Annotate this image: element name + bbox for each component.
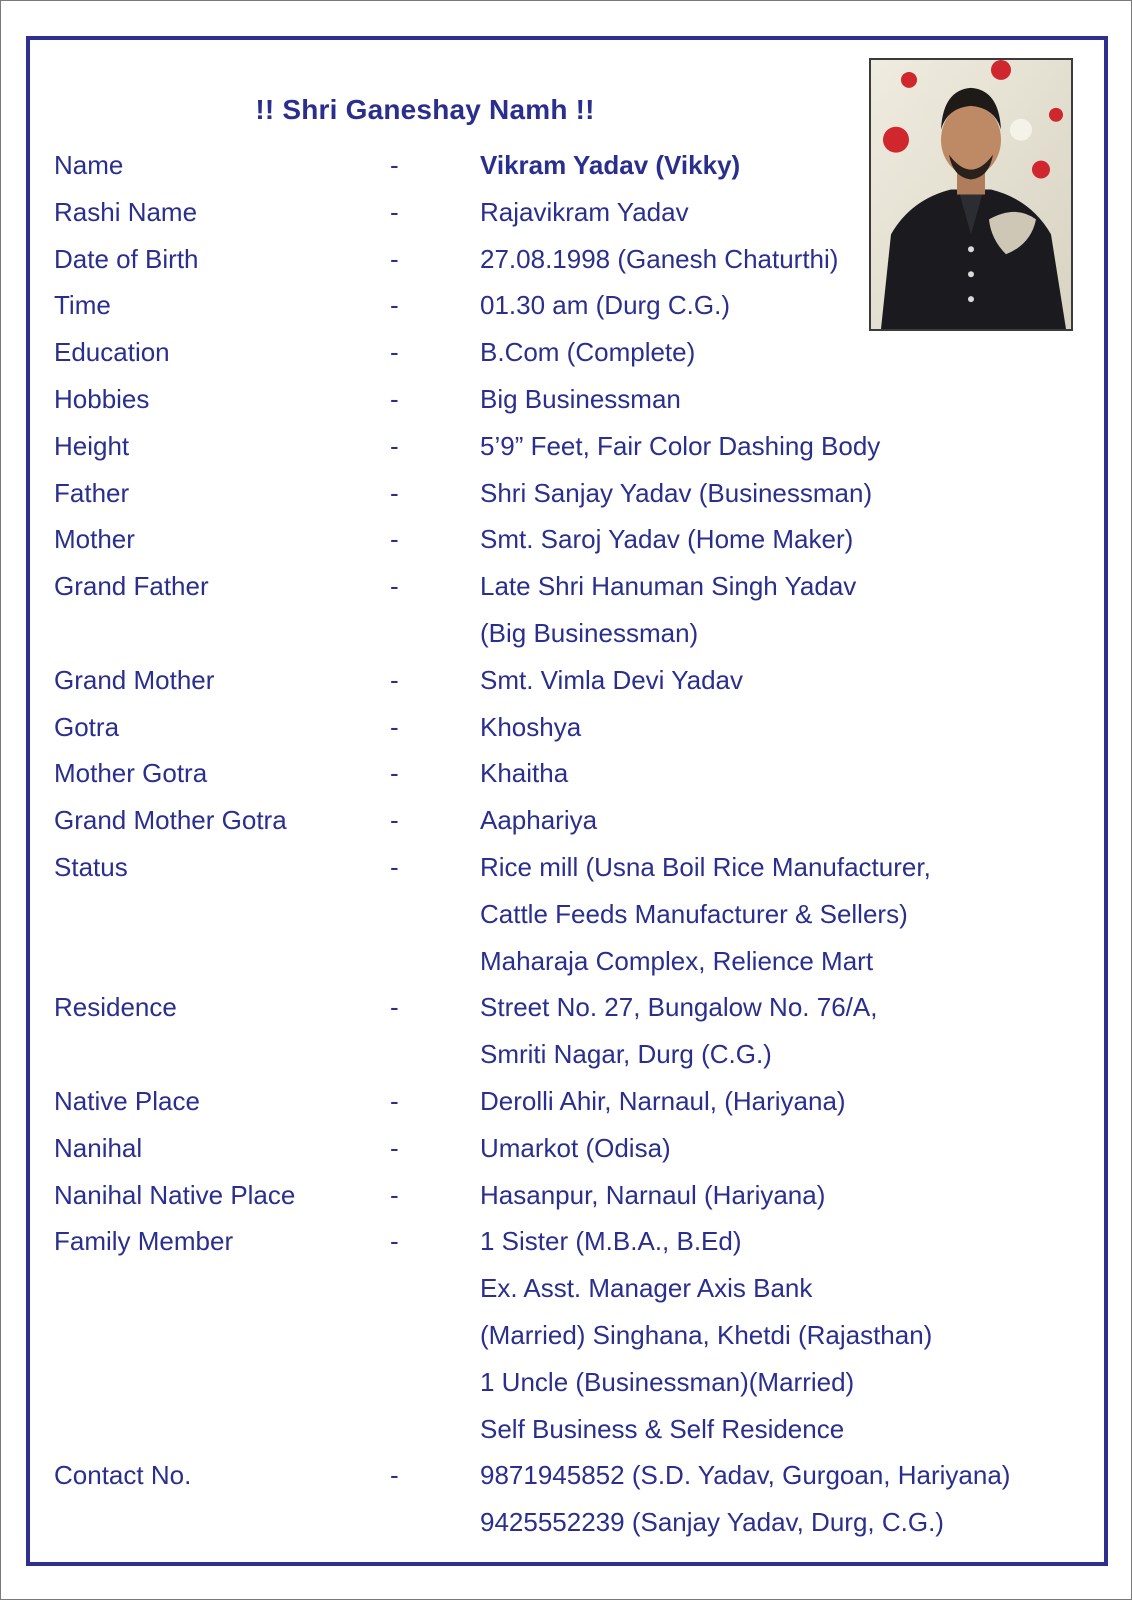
detail-value-line: Street No. 27, Bungalow No. 76/A, (480, 992, 878, 1023)
detail-value-line: 5’9” Feet, Fair Color Dashing Body (480, 430, 881, 461)
detail-value-line: 27.08.1998 (Ganesh Chaturthi) (480, 243, 839, 274)
detail-separator: - (390, 851, 399, 882)
detail-label: Height (54, 430, 130, 461)
detail-label: Father (54, 477, 130, 508)
detail-row (54, 142, 1084, 189)
page-title: !! Shri Ganeshay Namh !! (255, 94, 595, 125)
detail-separator: - (390, 337, 399, 368)
detail-label: Nanihal (54, 1132, 143, 1163)
detail-label: Mother Gotra (54, 758, 208, 789)
detail-value-line: Rice mill (Usna Boil Rice Manufacturer, (480, 851, 931, 882)
detail-row (54, 563, 1084, 657)
detail-label: Date of Birth (54, 243, 199, 274)
detail-row (54, 189, 1084, 236)
detail-value (480, 1172, 1084, 1219)
detail-value (480, 750, 1084, 797)
detail-value-line: Vikram Yadav (Vikky) (480, 150, 741, 180)
detail-separator: - (390, 571, 399, 602)
detail-separator: - (390, 1179, 399, 1210)
detail-separator: - (390, 1085, 399, 1116)
detail-value-line: Khoshya (480, 711, 582, 742)
detail-row (54, 1125, 1084, 1172)
detail-label: Gotra (54, 711, 120, 742)
detail-row (54, 470, 1084, 517)
detail-label: Grand Father (54, 571, 209, 602)
detail-separator: - (390, 477, 399, 508)
detail-label: Grand Mother (54, 664, 215, 695)
detail-value-line: Late Shri Hanuman Singh Yadav (480, 571, 857, 602)
detail-value-line: 01.30 am (Durg C.G.) (480, 290, 730, 321)
detail-label: Nanihal Native Place (54, 1179, 296, 1210)
detail-separator: - (390, 1226, 399, 1257)
detail-label: Name (54, 150, 124, 180)
detail-label: Contact No. (54, 1460, 192, 1491)
detail-value-line: 1 Uncle (Businessman)(Married) (480, 1366, 855, 1397)
details-list (54, 142, 1084, 1546)
detail-row (54, 236, 1084, 283)
detail-value-line: Smt. Saroj Yadav (Home Maker) (480, 524, 854, 555)
detail-label: Status (54, 851, 128, 882)
detail-separator: - (390, 1132, 399, 1163)
detail-row (54, 1078, 1084, 1125)
detail-value-line: 9425552239 (Sanjay Yadav, Durg, C.G.) (480, 1507, 944, 1538)
detail-label: Grand Mother Gotra (54, 805, 287, 836)
detail-separator: - (390, 290, 399, 321)
detail-row (54, 423, 1084, 470)
detail-value-line: Rajavikram Yadav (480, 196, 689, 227)
detail-value-line: Maharaja Complex, Relience Mart (480, 945, 874, 976)
detail-row (54, 1218, 1084, 1452)
detail-value-line: (Married) Singhana, Khetdi (Rajasthan) (480, 1319, 933, 1350)
detail-label: Rashi Name (54, 196, 198, 227)
detail-value (480, 376, 1084, 423)
detail-value (480, 844, 1084, 984)
detail-row (54, 704, 1084, 751)
detail-separator: - (390, 243, 399, 274)
detail-value-line: Derolli Ahir, Narnaul, (Hariyana) (480, 1085, 846, 1116)
detail-label: Hobbies (54, 383, 150, 414)
detail-value (480, 657, 1084, 704)
detail-separator: - (390, 150, 399, 180)
detail-row (54, 376, 1084, 423)
detail-separator: - (390, 430, 399, 461)
detail-separator: - (390, 1460, 399, 1491)
detail-row (54, 1172, 1084, 1219)
detail-value (480, 282, 1084, 329)
detail-value-line: (Big Businessman) (480, 617, 699, 648)
detail-value-line: Cattle Feeds Manufacturer & Sellers) (480, 898, 908, 929)
detail-value (480, 984, 1084, 1078)
detail-value-line: Smt. Vimla Devi Yadav (480, 664, 743, 695)
detail-row (54, 282, 1084, 329)
detail-separator: - (390, 711, 399, 742)
detail-label: Residence (54, 992, 177, 1023)
page-border (26, 36, 1108, 1566)
detail-value-line: B.Com (Complete) (480, 337, 696, 368)
detail-value-line: Self Business & Self Residence (480, 1413, 845, 1444)
detail-value (480, 1452, 1084, 1546)
detail-row (54, 657, 1084, 704)
detail-label: Native Place (54, 1085, 200, 1116)
detail-value-line: Aaphariya (480, 805, 598, 836)
detail-value-line: Smriti Nagar, Durg (C.G.) (480, 1039, 772, 1070)
detail-value (480, 1078, 1084, 1125)
detail-row (54, 984, 1084, 1078)
detail-separator: - (390, 758, 399, 789)
detail-separator: - (390, 992, 399, 1023)
detail-row (54, 1452, 1084, 1546)
detail-value-line: Hasanpur, Narnaul (Hariyana) (480, 1179, 826, 1210)
detail-value-line: Big Businessman (480, 383, 681, 414)
detail-label: Family Member (54, 1226, 234, 1257)
detail-value-line: Shri Sanjay Yadav (Businessman) (480, 477, 873, 508)
detail-value-line: Ex. Asst. Manager Axis Bank (480, 1273, 813, 1304)
detail-separator: - (390, 664, 399, 695)
detail-row (54, 329, 1084, 376)
detail-value (480, 516, 1084, 563)
detail-row (54, 844, 1084, 984)
detail-value (480, 329, 1084, 376)
detail-label: Mother (54, 524, 135, 555)
detail-row (54, 797, 1084, 844)
detail-separator: - (390, 196, 399, 227)
detail-value (480, 1218, 1084, 1452)
detail-value (480, 704, 1084, 751)
detail-label: Time (54, 290, 111, 321)
detail-value-line: 9871945852 (S.D. Yadav, Gurgoan, Hariyana) (480, 1460, 1011, 1491)
detail-separator: - (390, 524, 399, 555)
detail-value (480, 470, 1084, 517)
detail-row (54, 516, 1084, 563)
detail-value-line: Umarkot (Odisa) (480, 1132, 671, 1163)
detail-value (480, 423, 1084, 470)
detail-value (480, 236, 1084, 283)
detail-value-line: 1 Sister (M.B.A., B.Ed) (480, 1226, 742, 1257)
detail-value (480, 797, 1084, 844)
detail-value-line: Khaitha (480, 758, 569, 789)
detail-separator: - (390, 383, 399, 414)
detail-value (480, 189, 1084, 236)
detail-value (480, 1125, 1084, 1172)
detail-row (54, 750, 1084, 797)
detail-label: Education (54, 337, 170, 368)
detail-value (480, 563, 1084, 657)
detail-separator: - (390, 805, 399, 836)
detail-value (480, 142, 1084, 189)
